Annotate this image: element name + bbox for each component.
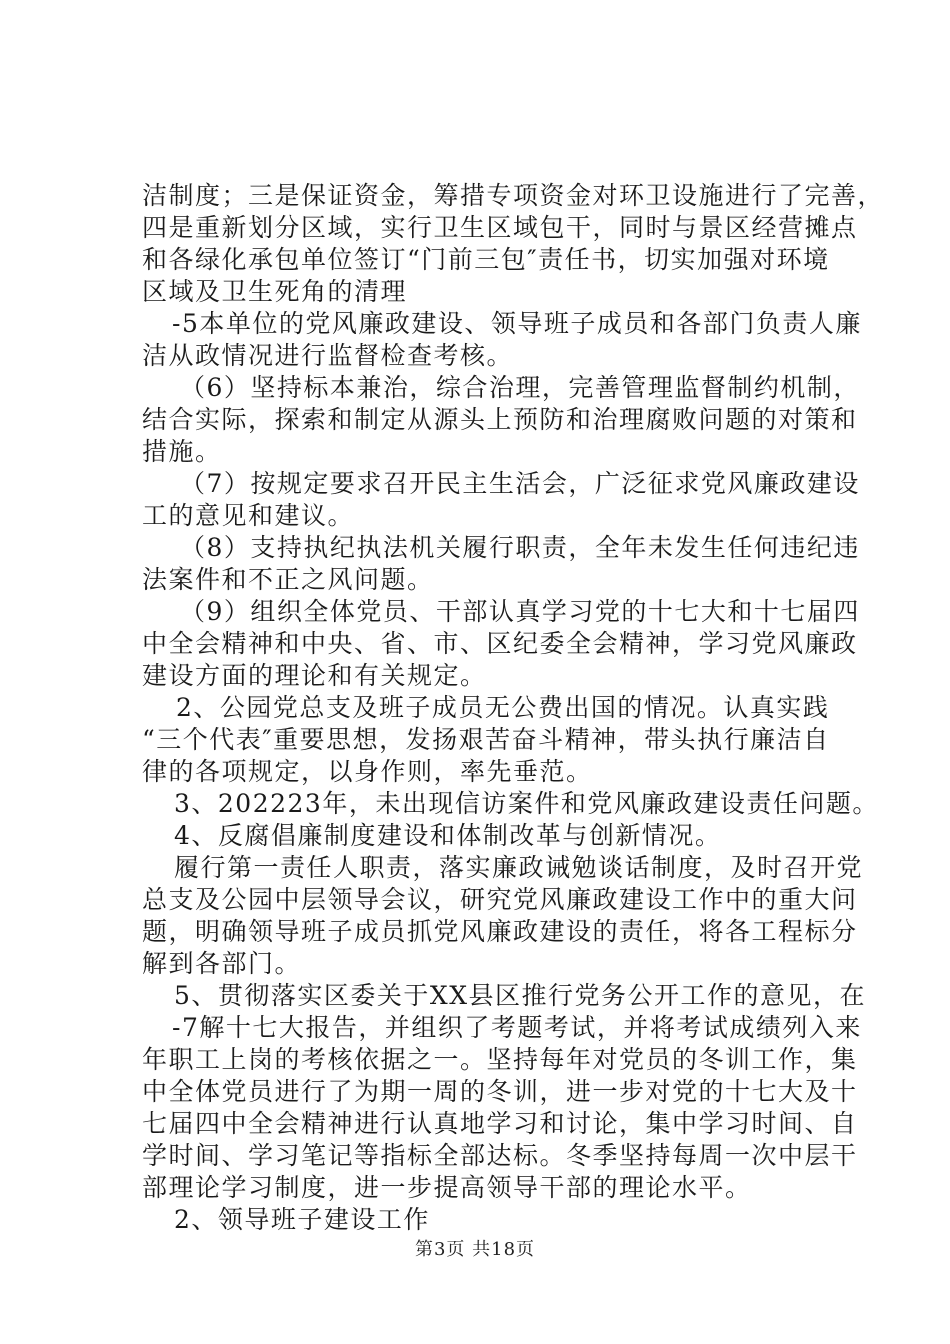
text-line: 法案件和不正之风问题。 (142, 565, 434, 594)
text-line: 解到各部门。 (142, 949, 302, 978)
text-line: 年职工上岗的考核依据之一。坚持每年对党员的冬训工作，集 (142, 1045, 858, 1074)
text-line: 四是重新划分区域，实行卫生区域包干，同时与景区经营摊点 (142, 213, 858, 242)
text-line: （7）按规定要求召开民主生活会，广泛征求党风廉政建设 (180, 469, 860, 498)
text-line: -5本单位的党风廉政建设、领导班子成员和各部门负责人廉 (172, 309, 862, 338)
text-line: 3、202223年，未出现信访案件和党风廉政建设责任问题。 (174, 789, 879, 818)
text-line: 部理论学习制度，进一步提高领导干部的理论水平。 (142, 1173, 752, 1202)
text-line: （8）支持执纪执法机关履行职责，全年未发生任何违纪违 (180, 533, 860, 562)
text-line: 2、公园党总支及班子成员无公费出国的情况。认真实践 (176, 693, 830, 722)
text-line: “三个代表″重要思想，发扬艰苦奋斗精神，带头执行廉洁自 (142, 725, 830, 754)
text-line: 洁制度；三是保证资金，筹措专项资金对环卫设施进行了完善， (142, 181, 885, 210)
text-line: 2、领导班子建设工作 (174, 1205, 430, 1234)
text-line: 4、反腐倡廉制度建设和体制改革与创新情况。 (174, 821, 722, 850)
text-line: 题，明确领导班子成员抓党风廉政建设的责任，将各工程标分 (142, 917, 858, 946)
text-line: 中全会精神和中央、省、市、区纪委全会精神，学习党风廉政 (142, 629, 858, 658)
text-line: 区域及卫生死角的清理 (142, 277, 408, 306)
text-line: 总支及公园中层领导会议，研究党风廉政建设工作中的重大问 (142, 885, 858, 914)
text-line: （6）坚持标本兼治，综合治理，完善管理监督制约机制， (180, 373, 860, 402)
text-line: （9）组织全体党员、干部认真学习党的十七大和十七届四 (180, 597, 860, 626)
text-line: 建设方面的理论和有关规定。 (142, 661, 487, 690)
text-line: 措施。 (142, 437, 222, 466)
page-footer: 第3页 共18页 (414, 1239, 536, 1260)
text-line: 5、贯彻落实区委关于XX县区推行党务公开工作的意见，在 (174, 981, 867, 1010)
text-line: 中全体党员进行了为期一周的冬训，进一步对党的十七大及十 (142, 1077, 858, 1106)
text-line: 七届四中全会精神进行认真地学习和讨论，集中学习时间、自 (142, 1109, 858, 1138)
text-line: 学时间、学习笔记等指标全部达标。冬季坚持每周一次中层干 (142, 1141, 858, 1170)
text-line: 律的各项规定，以身作则，率先垂范。 (142, 757, 593, 786)
text-line: 工的意见和建议。 (142, 501, 355, 530)
text-line: 和各绿化承包单位签订“门前三包″责任书，切实加强对环境 (142, 245, 830, 274)
text-line: 洁从政情况进行监督检查考核。 (142, 341, 514, 370)
text-line: 履行第一责任人职责，落实廉政诫勉谈话制度，及时召开党 (174, 853, 864, 882)
text-line: -7解十七大报告，并组织了考题考试，并将考试成绩列入来 (172, 1013, 862, 1042)
text-line: 结合实际，探索和制定从源头上预防和治理腐败问题的对策和 (142, 405, 858, 434)
